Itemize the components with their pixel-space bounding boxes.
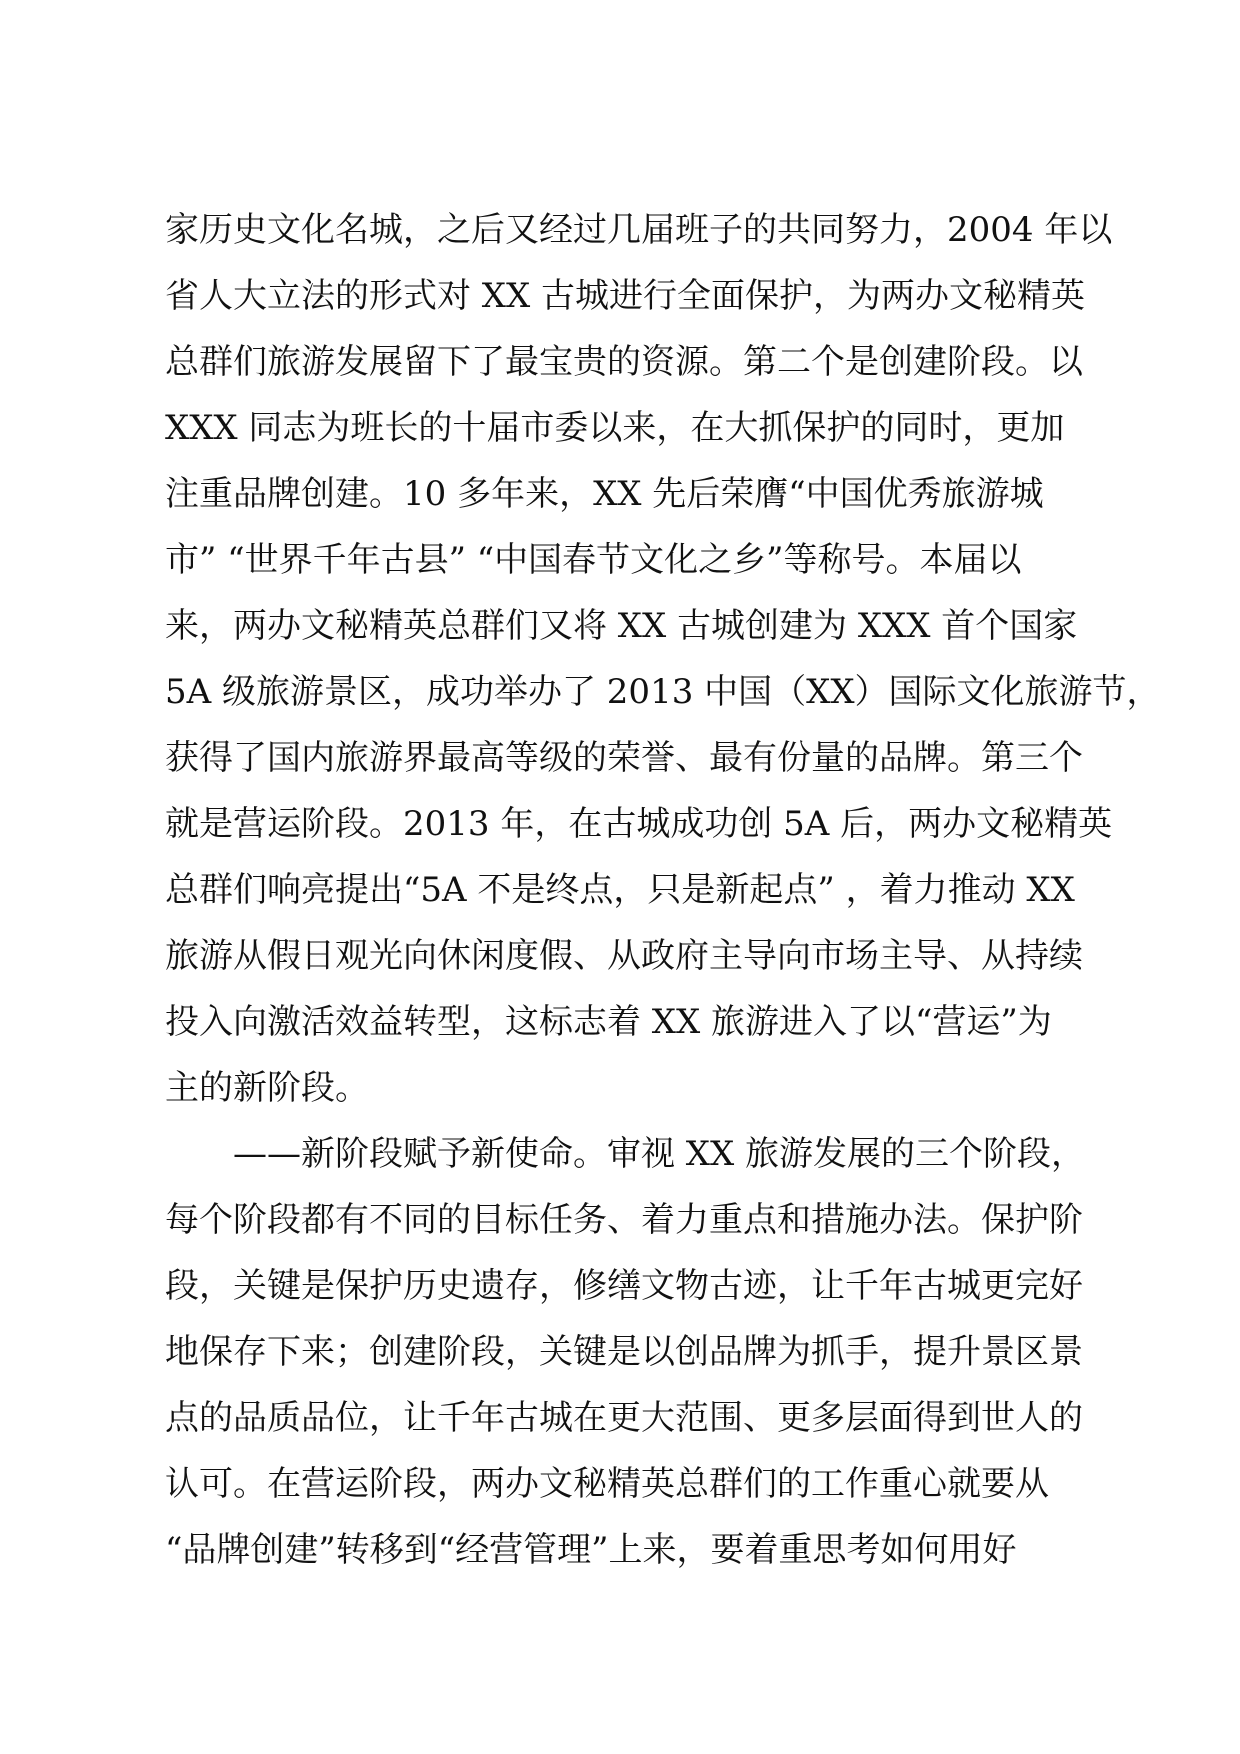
text-line: 市” “世界千年古县” “中国春节文化之乡”等称号。本届以 xyxy=(165,540,1022,580)
text-line: XXX 同志为班长的十届市委以来，在大抓保护的同时，更加 xyxy=(165,408,1065,448)
text-line: 点的品质品位，让千年古城在更大范围、更多层面得到世人的 xyxy=(165,1398,1083,1438)
text-line: 认可。在营运阶段，两办文秘精英总群们的工作重心就要从 xyxy=(165,1464,1049,1504)
text-line: 投入向激活效益转型，这标志着 XX 旅游进入了以“营运”为 xyxy=(165,1002,1052,1042)
text-line: 就是营运阶段。2013 年，在古城成功创 5A 后，两办文秘精英 xyxy=(165,804,1113,844)
text-line: 主的新阶段。 xyxy=(165,1068,369,1108)
text-line: 每个阶段都有不同的目标任务、着力重点和措施办法。保护阶 xyxy=(165,1200,1083,1240)
paragraph-1 xyxy=(165,197,1161,1121)
text-line: 段，关键是保护历史遗存，修缮文物古迹，让千年古城更完好 xyxy=(165,1266,1083,1306)
body-text xyxy=(165,197,1161,1583)
text-line: 总群们旅游发展留下了最宝贵的资源。第二个是创建阶段。以 xyxy=(165,342,1083,382)
text-line: 5A 级旅游景区，成功举办了 2013 中国（XX）国际文化旅游节， xyxy=(165,672,1161,712)
text-line: 省人大立法的形式对 XX 古城进行全面保护，为两办文秘精英 xyxy=(165,276,1086,316)
text-line: ——新阶段赋予新使命。审视 XX 旅游发展的三个阶段， xyxy=(233,1134,1086,1174)
text-line: 来，两办文秘精英总群们又将 XX 古城创建为 XXX 首个国家 xyxy=(165,606,1078,646)
text-line: 家历史文化名城，之后又经过几届班子的共同努力，2004 年以 xyxy=(165,210,1113,250)
text-line: 地保存下来；创建阶段，关键是以创品牌为抓手，提升景区景 xyxy=(165,1332,1083,1372)
text-line: 获得了国内旅游界最高等级的荣誉、最有份量的品牌。第三个 xyxy=(165,738,1083,778)
text-line: 注重品牌创建。10 多年来，XX 先后荣膺“中国优秀旅游城 xyxy=(165,474,1044,514)
paragraph-2 xyxy=(165,1121,1085,1583)
text-line: 总群们响亮提出“5A 不是终点，只是新起点” ，着力推动 XX xyxy=(165,870,1075,910)
text-line: “品牌创建”转移到“经营管理”上来，要着重思考如何用好 xyxy=(165,1530,1017,1570)
text-line: 旅游从假日观光向休闲度假、从政府主导向市场主导、从持续 xyxy=(165,936,1083,976)
